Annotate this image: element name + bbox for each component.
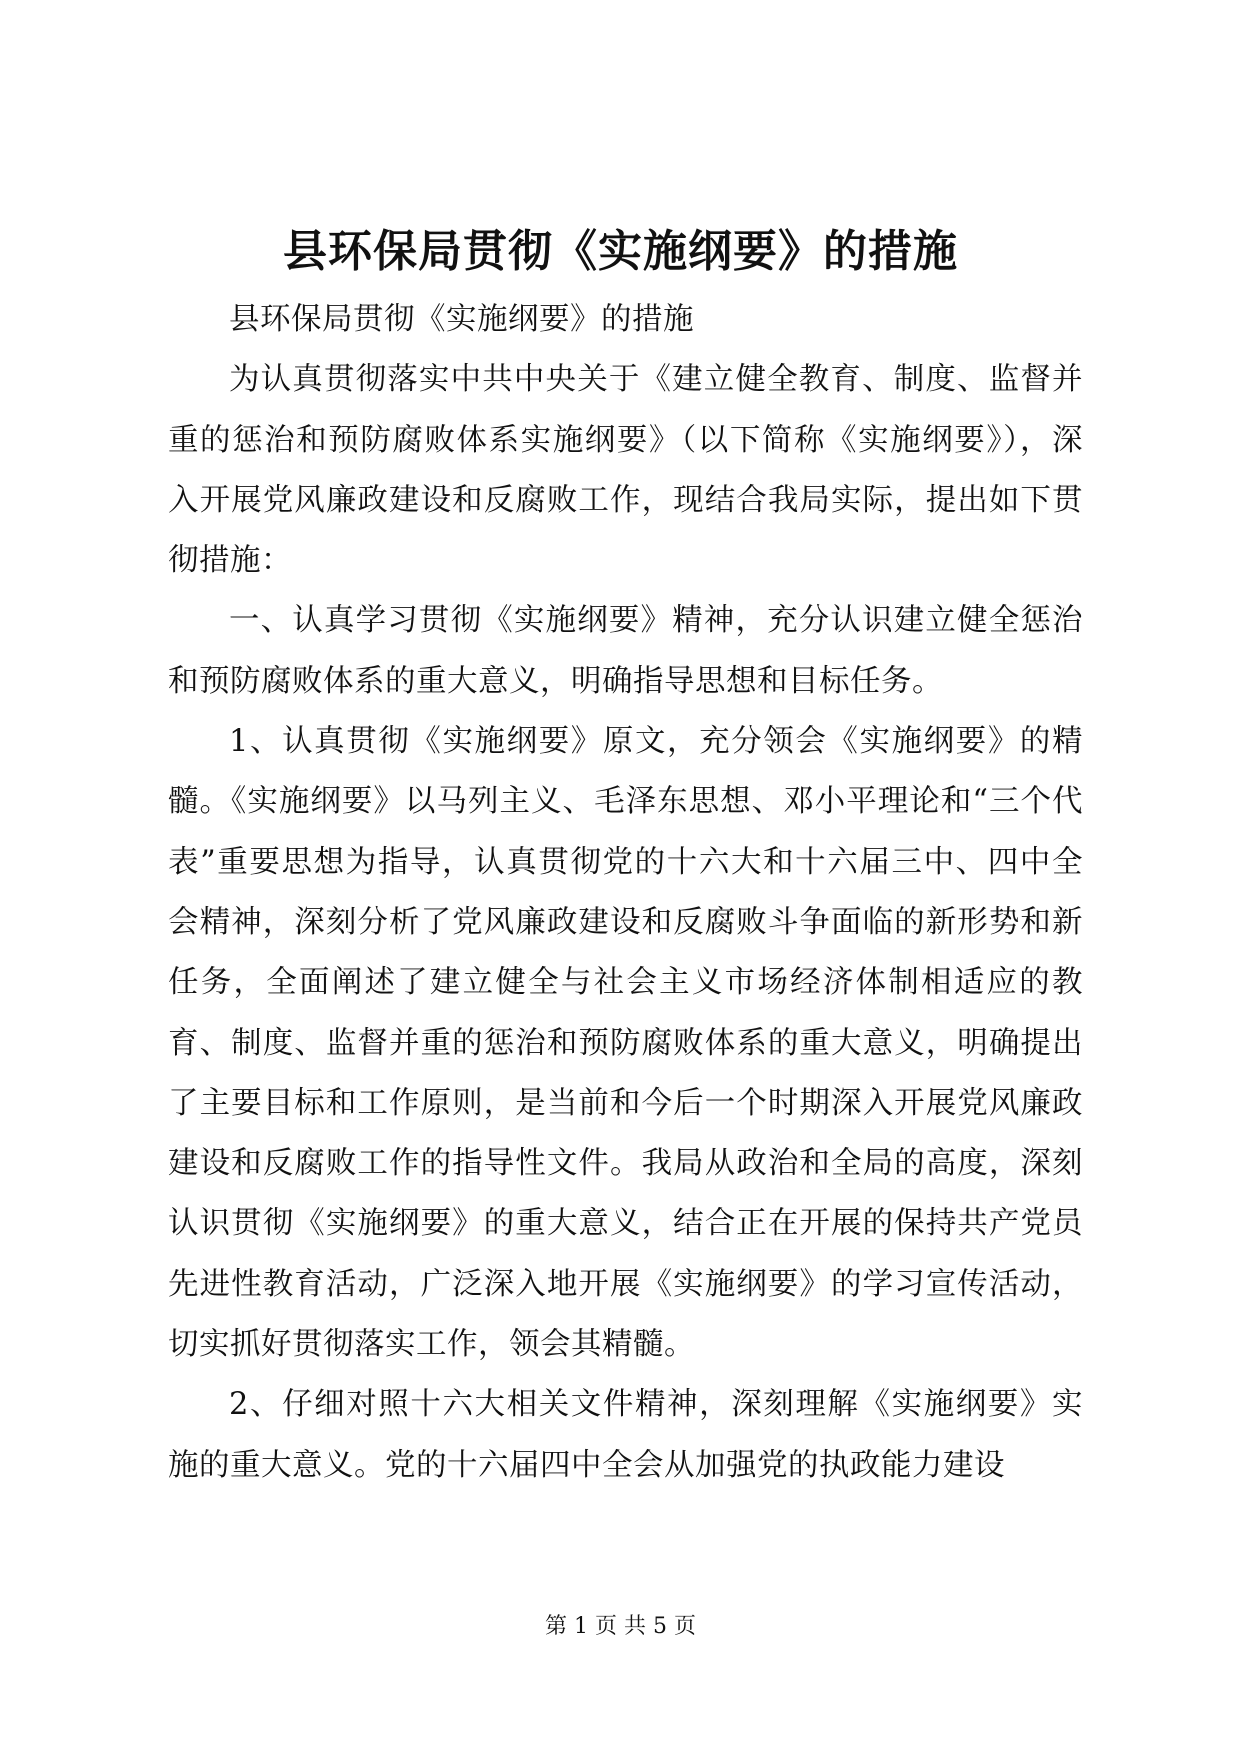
paragraph-item-1: 1、认真贯彻《实施纲要》原文，充分领会《实施纲要》的精髓。《实施纲要》以马列主义、毛泽东思想、邓小平理论和“三个代表”重要思想为指导，认真贯彻党的十六大和十六届三中、四中全会精神，深刻分析了党风廉政建设和反腐败斗争面临的新形势和新任务，全面阐述了建立健全与社会主义市场经济体制相适应的教育、制度、监督并重的惩治和预防腐败体系的重大意义，明确提出了主要目标和工作原则，是当前和今后一个时期深入开展党风廉政建设和反腐败工作的指导性文件。我局从政治和全局的高度，深刻认识贯彻《实施纲要》的重大意义，结合正在开展的保持共产党员先进性教育活动，广泛深入地开展《实施纲要》的学习宣传活动，切实抓好贯彻落实工作，领会其精髓。: [168, 724, 1083, 1363]
page-number-footer: 第 1 页 共 5 页: [545, 1614, 696, 1639]
document-body: [168, 290, 1083, 1496]
paragraph-subtitle: 县环保局贯彻《实施纲要》的措施: [229, 302, 694, 337]
document-title: 县环保局贯彻《实施纲要》的措施: [283, 226, 958, 277]
paragraph-item-2: 2、仔细对照十六大相关文件精神，深刻理解《实施纲要》实施的重大意义。党的十六届四中全会从加强党的执政能力建设: [168, 1387, 1083, 1483]
paragraph-intro: 为认真贯彻落实中共中央关于《建立健全教育、制度、监督并重的惩治和预防腐败体系实施纲要》（以下简称《实施纲要》），深入开展党风廉政建设和反腐败工作，现结合我局实际，提出如下贯彻措施：: [168, 362, 1083, 579]
paragraph-section-1-heading: 一、认真学习贯彻《实施纲要》精神，充分认识建立健全惩治和预防腐败体系的重大意义，明确指导思想和目标任务。: [168, 603, 1083, 699]
